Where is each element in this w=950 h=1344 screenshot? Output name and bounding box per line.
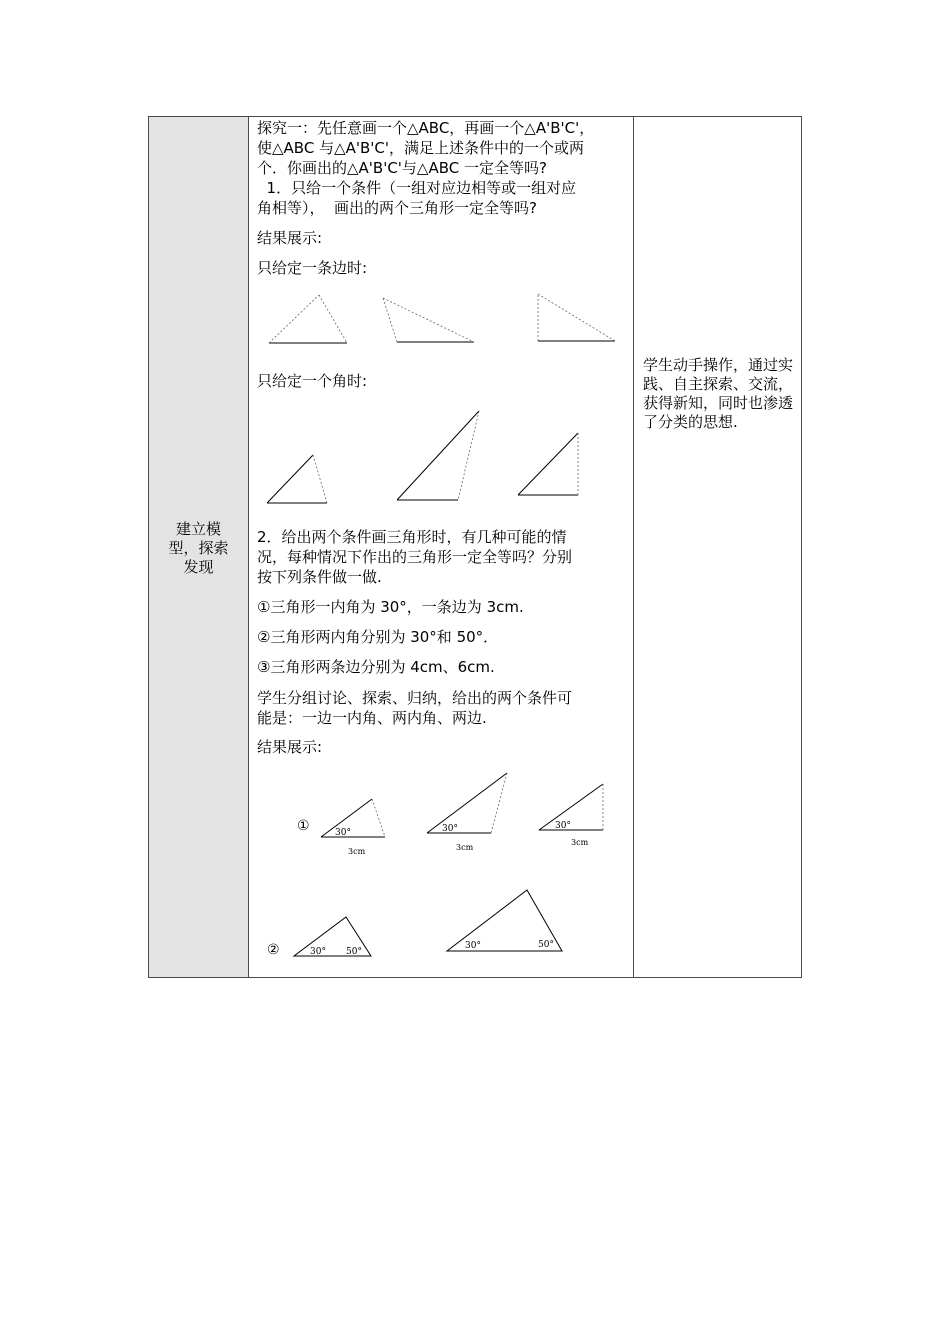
question-2-line: 按下列条件做一做. (257, 568, 382, 586)
condition-2-figures (249, 882, 633, 962)
side-label: 3cm (456, 843, 474, 852)
side-label: 3cm (348, 847, 366, 856)
one-side-figures (249, 287, 633, 349)
angle-label: 30° (310, 947, 326, 957)
triangle-figure (397, 411, 479, 500)
intro-line: 探究一：先任意画一个△ABC，再画一个△A'B'C'， (257, 119, 595, 137)
question-1-line: 1．只给一个条件（一组对应边相等或一组对应 (257, 179, 577, 197)
side-label: 3cm (571, 838, 589, 847)
triangle-figure (269, 295, 347, 343)
triangle-figure (447, 890, 562, 951)
intro-line: 使△ABC 与△A'B'C'，满足上述条件中的一个或两 (257, 139, 584, 157)
triangle-figure (518, 433, 578, 495)
triangle-figure (383, 298, 474, 342)
condition-3: ③三角形两条边分别为 4cm、6cm. (257, 658, 495, 676)
stage-cell (149, 117, 249, 977)
one-angle-figures (249, 405, 633, 509)
angle-label: 30° (465, 941, 481, 951)
discussion-line: 能是：一边一内角、两内角、两边. (257, 709, 487, 727)
triangle-figure (267, 455, 327, 503)
stage-label (157, 520, 240, 577)
one-angle-label: 只给定一个角时: (257, 372, 368, 390)
one-side-label: 只给定一条边时: (257, 259, 368, 277)
triangle-figure (321, 799, 385, 856)
angle-label: 50° (346, 947, 362, 957)
stage-line: 建立模 (175, 520, 221, 538)
angle-label: 30° (442, 824, 458, 834)
content-cell (249, 117, 634, 977)
triangle-figure (294, 917, 371, 957)
triangle-figure (539, 784, 603, 847)
triangle-figure (427, 773, 507, 852)
discussion-line: 学生分组讨论、探索、归纳，给出的两个条件可 (257, 689, 573, 707)
triangle-figure (538, 294, 615, 341)
angle-label: 50° (538, 940, 554, 950)
lesson-table (148, 116, 802, 978)
condition-1-figures (249, 767, 633, 862)
condition-1: ①三角形一内角为 30°，一条边为 3cm. (257, 598, 524, 616)
question-1-line: 角相等）， 画出的两个三角形一定全等吗? (257, 199, 537, 217)
stage-line: 型，探索 (168, 539, 229, 557)
result-heading: 结果展示: (257, 738, 323, 756)
intro-line: 个．你画出的△A'B'C'与△ABC 一定全等吗? (257, 159, 547, 177)
teacher-note: 学生动手操作，通过实践、自主探索、交流，获得新知，同时也渗透了分类的思想. (643, 356, 794, 431)
question-2-line: 2．给出两个条件画三角形时，有几种可能的情 (257, 528, 567, 546)
stage-line: 发现 (183, 558, 214, 576)
angle-label: 30° (555, 821, 571, 831)
result-heading: 结果展示: (257, 229, 323, 247)
marker-1: ① (297, 818, 310, 834)
condition-2: ②三角形两内角分别为 30°和 50°． (257, 628, 499, 646)
angle-label: 30° (335, 828, 351, 838)
question-2-line: 况，每种情况下作出的三角形一定全等吗？分别 (257, 548, 573, 566)
note-cell (634, 117, 803, 977)
marker-2: ② (267, 942, 280, 958)
